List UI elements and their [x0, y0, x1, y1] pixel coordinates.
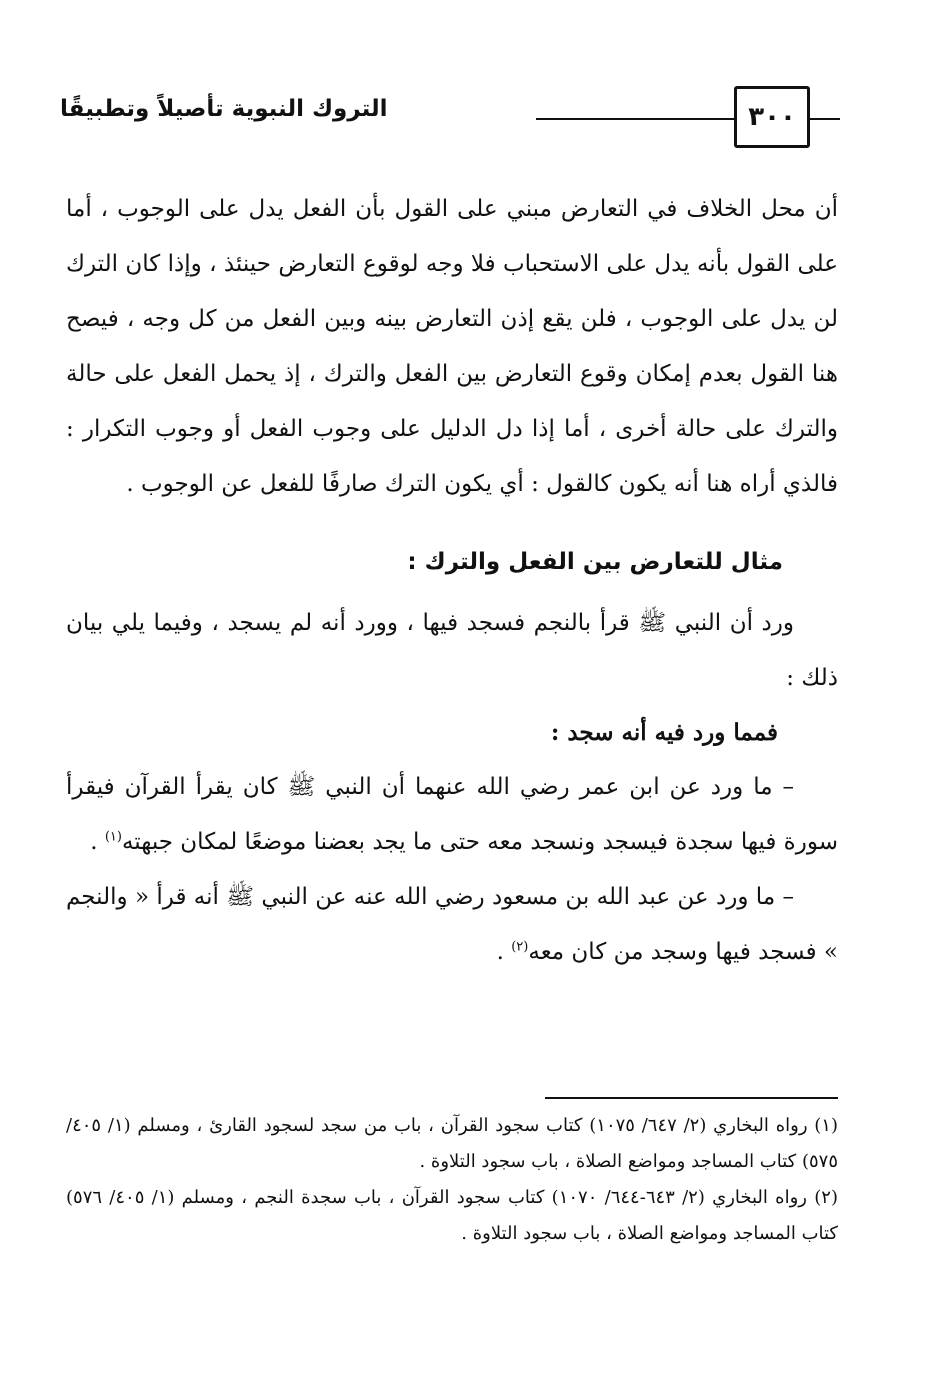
page-header	[60, 86, 840, 154]
section-heading: مثال للتعارض بين الفعل والترك :	[407, 549, 783, 575]
hadith-item-1-end: .	[90, 829, 105, 855]
main-text	[66, 182, 838, 980]
sub-heading: فمما ورد فيه أنه سجد :	[550, 719, 778, 746]
footnote-ref-1[interactable]: (١)	[104, 829, 122, 845]
header-rule-middle	[536, 118, 734, 120]
hadith-item-2	[66, 870, 838, 980]
hadith-item-1-text: – ما ورد عن ابن عمر رضي الله عنهما أن النبي ﷺ كان يقرأ القرآن فيقرأ سورة فيها سجدة فيسجد ونسجد معه حتى ما يجد بعضنا موضعًا لمكان جبهته	[66, 774, 838, 855]
footnote-1: (١) رواه البخاري (٢/ ٦٤٧/ ١٠٧٥) كتاب سجود القرآن ، باب من سجد لسجود القارئ ، ومسلم (١/ ٤٠٥/ ٥٧٥) كتاب المساجد ومواضع الصلاة ، باب سجود التلاوة .	[66, 1115, 838, 1172]
footnote-divider	[545, 1097, 838, 1099]
page-number: ٣٠٠	[734, 86, 810, 148]
paragraph-1: أن محل الخلاف في التعارض مبني على القول بأن الفعل يدل على الوجوب ، أما على القول بأنه يدل على الاستحباب فلا وجه لوقوع التعارض حينئذ ، وإذا كان الترك لن يدل على الوجوب ، فلن يقع إذن التعارض بينه وبين الفعل من كل وجه ، فيصح هنا القول بعدم إمكان وقوع التعارض بين الفعل والترك ، إذ يحمل الفعل على حالة والترك على حالة أخرى ، أما إذا دل الدليل على وجوب الفعل أو وجوب التكرار : فالذي أراه هنا أنه يكون كالقول : أي يكون الترك صارفًا للفعل عن الوجوب .	[66, 196, 838, 497]
footnote-2: (٢) رواه البخاري (٢/ ٦٤٣-٦٤٤/ ١٠٧٠) كتاب سجود القرآن ، باب سجدة النجم ، ومسلم (١/ ٤٠٥/ ٥٧٦) كتاب المساجد ومواضع الصلاة ، باب سجود التلاوة .	[66, 1187, 838, 1244]
hadith-item-2-end: .	[496, 939, 512, 965]
hadith-item-1	[66, 760, 838, 870]
hadith-item-2-text: – ما ورد عن عبد الله بن مسعود رضي الله عنه عن النبي ﷺ أنه قرأ « والنجم » فسجد فيها وسجد من كان معه	[66, 884, 838, 965]
footnote-ref-2[interactable]: (٢)	[511, 939, 529, 955]
running-title: التروك النبوية تأصيلاً وتطبيقًا	[60, 96, 388, 122]
header-rule-right	[806, 118, 840, 120]
paragraph-2: ورد أن النبي ﷺ قرأ بالنجم فسجد فيها ، وورد أنه لم يسجد ، وفيما يلي بيان ذلك :	[66, 610, 838, 691]
footnotes	[66, 1108, 838, 1252]
